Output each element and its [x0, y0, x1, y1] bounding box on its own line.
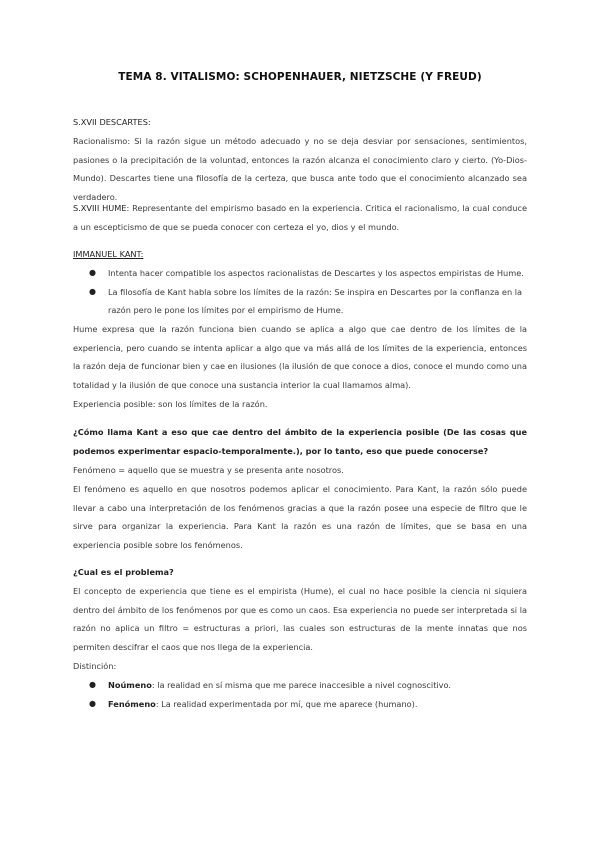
question-problem: ¿Cual es el problema?	[73, 567, 174, 577]
kant-heading: IMMANUEL KANT:	[73, 249, 144, 259]
distinction-label: Distinción:	[73, 661, 117, 671]
list-item: ● Noúmeno: la realidad en sí misma que me parece inaccesible a nivel cognoscitivo.	[89, 676, 527, 695]
question-phenomenon: ¿Cómo llama Kant a eso que cae dentro del ámbito de la experiencia posible (De las cosas que podemos experimentar espacio-temporalmente.), por lo tanto, eso que puede conocerse?	[73, 427, 527, 456]
hume-paragraph: : Representante del empirismo basado en la experiencia. Critica el racionalismo, la cual conduce a un escepticismo de que se pueda conocer con certeza el yo, dios y el mundo.	[73, 203, 527, 232]
distinction-list	[89, 676, 527, 713]
bullet-icon: ●	[89, 268, 96, 277]
bullet-icon: ●	[89, 698, 96, 708]
problem-paragraph: El concepto de experiencia que tiene es el empirista (Hume), el cual no hace posible la ciencia ni siquiera dentro del ámbito de los fenómenos por que es como un caos. Esa experiencia no puede ser interpretada si la razón no aplica un filtro = estructuras a priori, las cuales son estructuras de la mente innatas que nos permiten descifrar el caos que nos llega de la experiencia.	[73, 586, 527, 652]
descartes-paragraph: Racionalismo: Si la razón sigue un método adecuado y no se deja desviar por sensaciones, sentimientos, pasiones o la precipitación de la voluntad, entonces la razón alcanza el conocimiento claro y cierto. (Yo-Dios-Mundo). Descartes tiene una filosofía de la certeza, que busca ante todo que el conocimiento alcanzado sea verdadero.	[73, 136, 527, 202]
hume-block	[73, 199, 527, 236]
possible-experience-line: Experiencia posible: son los límites de la razón.	[73, 399, 268, 409]
descartes-heading: S.XVII DESCARTES:	[73, 117, 151, 127]
kant-bullet-list	[89, 264, 527, 320]
hume-heading: S.XVIII HUME	[73, 203, 127, 213]
list-item: ● Intenta hacer compatible los aspectos racionalistas de Descartes y los aspectos empiristas de Hume.	[89, 264, 527, 283]
phenomenon-paragraph: El fenómeno es aquello en que nosotros podemos aplicar el conocimiento. Para Kant, la razón sólo puede llevar a cabo una interpretación de los fenómenos gracias a que la razón posee una especie de filtro que le sirve para organizar la experiencia. Para Kant la razón es una razón de límites, que se basa en una experiencia posible sobre los fenómenos.	[73, 484, 527, 550]
bullet-icon: ●	[89, 286, 96, 296]
list-item: ● Fenómeno: La realidad experimentada por mí, que me aparece (humano).	[89, 695, 527, 714]
phenomenon-definition: Fenómeno = aquello que se muestra y se presenta ante nosotros.	[73, 465, 344, 475]
kant-paragraph: Hume expresa que la razón funciona bien cuando se aplica a algo que cae dentro de los límites de la experiencia, pero cuando se intenta aplicar a algo que va más allá de los límites de la experiencia, entonces la razón deja de funcionar bien y cae en ilusiones (la ilusión de que conoce a dios, conoce el mundo como una totalidad y la ilusión de que conoce una sustancia interior la cual llamamos alma).	[73, 324, 527, 390]
bullet-icon: ●	[89, 680, 96, 689]
page-title: TEMA 8. VITALISMO: SCHOPENHAUER, NIETZSCHE (Y FREUD)	[118, 71, 482, 83]
list-item: ● La filosofía de Kant habla sobre los límites de la razón: Se inspira en Descartes por la confianza en la razón pero le pone los límites por el empirismo de Hume.	[89, 283, 527, 320]
